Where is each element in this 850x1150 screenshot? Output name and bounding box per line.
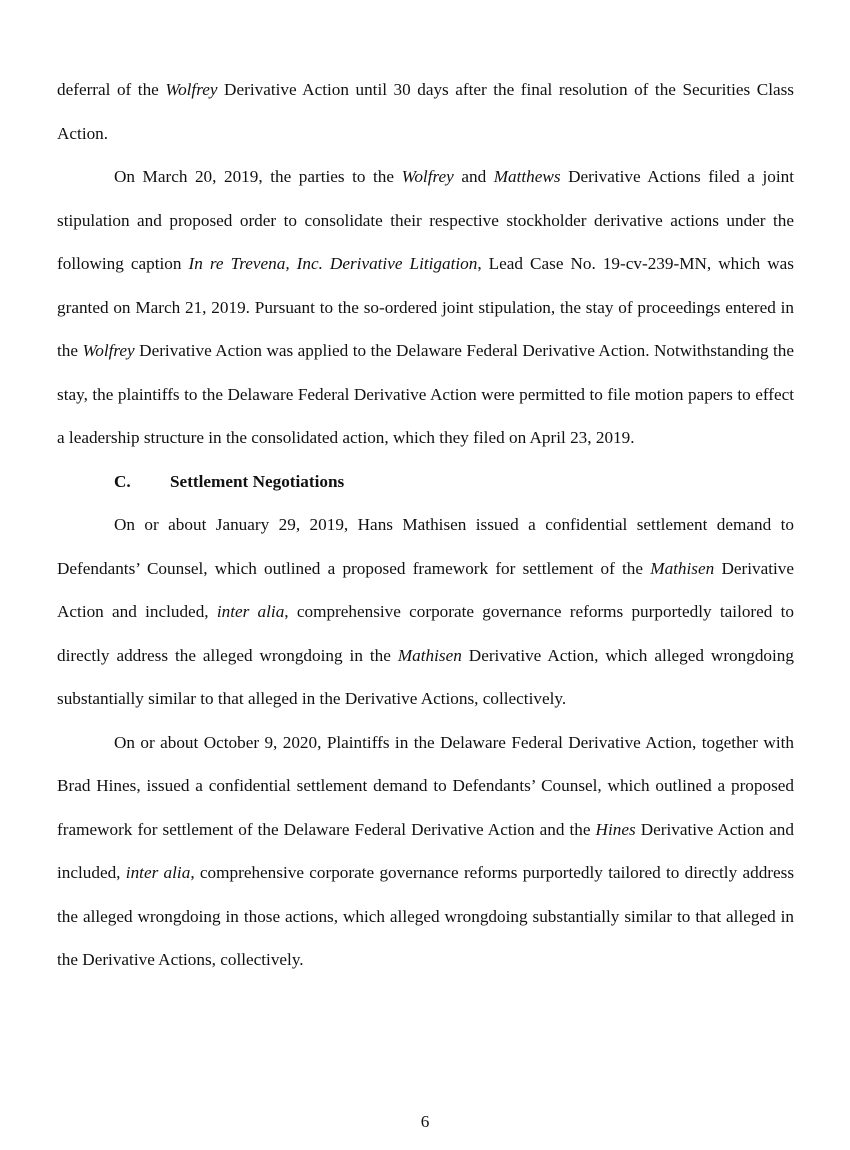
latin-term: inter alia [125,863,191,882]
paragraph-mathisen-demand: On or about January 29, 2019, Hans Mathisen issued a confidential settlement demand to Defendants’ Counsel, which outlined a proposed framework for settlement of the Mathisen Derivative Action and included, inter alia, comprehensive corporate governance reforms purportedly tailored to directly address the alleged wrongdoing in the Mathisen Derivative Action, which alleged wrongdoing substantially similar to that alleged in the Derivative Actions, collectively. [57,515,795,708]
paragraph-deferral: deferral of the Wolfrey Derivative Action until 30 days after the final resolution of the Securities Class Action. [57,80,794,143]
case-name-wolfrey: Wolfrey [401,167,454,186]
section-title: Settlement Negotiations [170,471,345,491]
case-name-mathisen: Mathisen [650,558,715,578]
section-letter: C. [114,471,131,491]
case-caption: In re Trevena, Inc. Derivative Litigation [188,254,478,273]
case-name-wolfrey: Wolfrey [82,341,135,360]
paragraph-delaware-demand: On or about October 9, 2020, Plaintiffs in the Delaware Federal Derivative Action, together with Brad Hines, issued a confidential settlement demand to Defendants’ Counsel, which outlined a proposed framework for settlement of the Delaware Federal Derivative Action and the Hines Derivative Action and included, inter alia, comprehensive corporate governance reforms purportedly tailored to directly address the alleged wrongdoing in those actions, which alleged wrongdoing substantially similar to that alleged in the Derivative Actions, collectively. [57,732,795,969]
case-name-wolfrey: Wolfrey [165,80,218,99]
latin-term: inter alia [216,602,285,621]
paragraph-consolidation: On March 20, 2019, the parties to the Wolfrey and Matthews Derivative Actions filed a joint stipulation and proposed order to consolidate their respective stockholder derivative actions under the following caption In re Trevena, Inc. Derivative Litigation, Lead Case No. 19-cv-239-MN, which was granted on March 21, 2019. Pursuant to the so-ordered joint stipulation, the stay of proceedings entered in the Wolfrey Derivative Action was applied to the Delaware Federal Derivative Action. Notwithstanding the stay, the plaintiffs to the Delaware Federal Derivative Action were permitted to file motion papers to effect a leadership structure in the consolidated action, which they filed on April 23, 2019. [57,167,795,447]
case-name-hines: Hines [595,819,636,839]
page-number: 6 [420,1112,430,1131]
case-name-mathisen: Mathisen [397,645,462,665]
section-heading [57,460,794,504]
case-name-matthews: Matthews [493,167,561,186]
document-page [57,68,794,982]
